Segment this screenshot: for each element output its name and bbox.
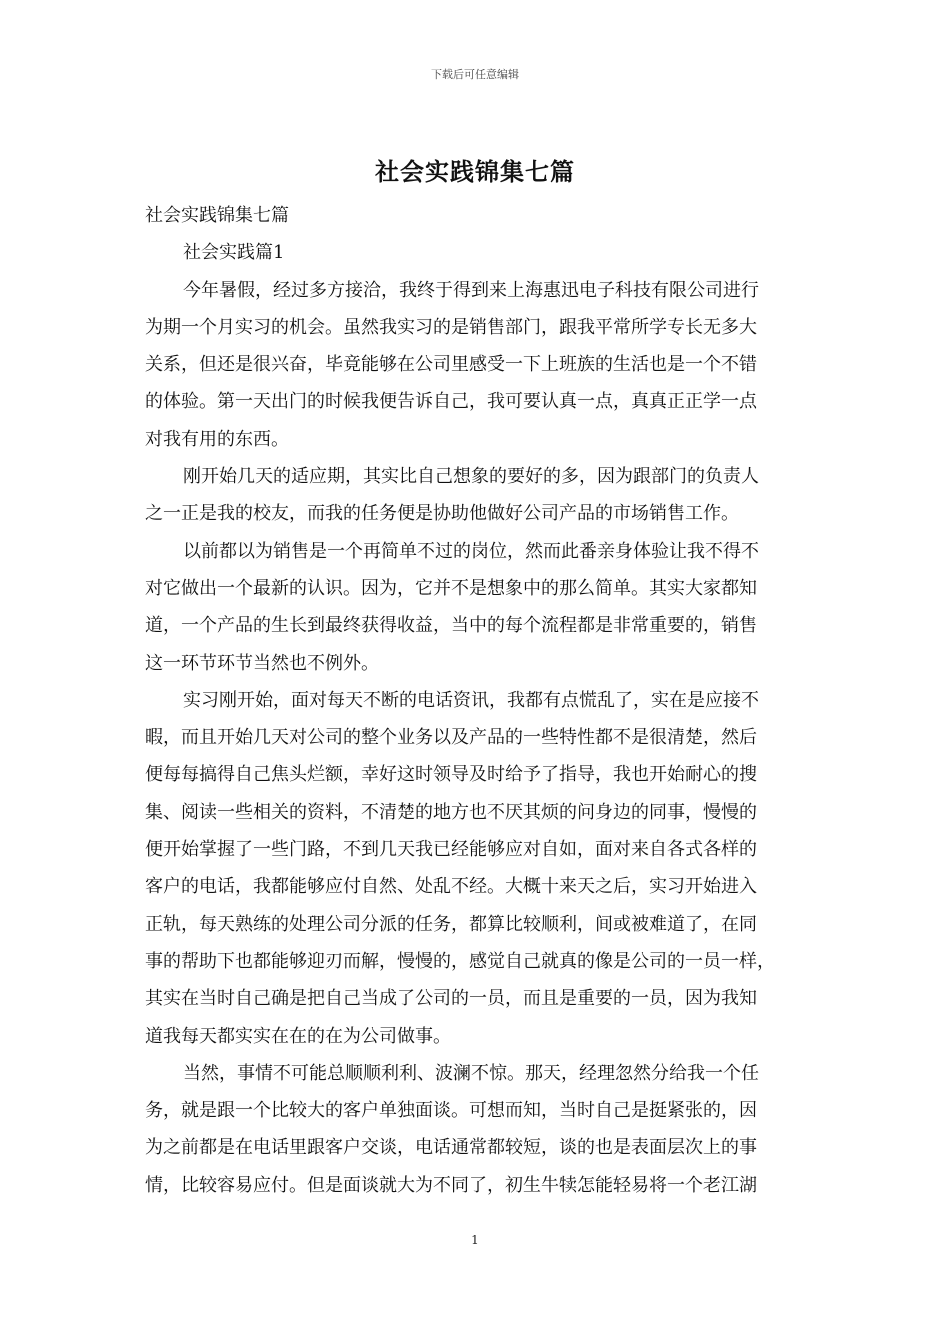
- paragraph-line: 情，比较容易应付。但是面谈就大为不同了，初生牛犊怎能轻易将一个老江湖: [145, 1174, 757, 1196]
- paragraph-line: 事的帮助下也都能够迎刃而解，慢慢的，感觉自己就真的像是公司的一员一样，: [145, 950, 775, 972]
- paragraph-line: 便开始掌握了一些门路，不到几天我已经能够应对自如，面对来自各式各样的: [145, 839, 757, 861]
- paragraph-line: 集、阅读一些相关的资料，不清楚的地方也不厌其烦的问身边的同事，慢慢的: [145, 801, 757, 823]
- paragraph-line: 今年暑假，经过多方接洽，我终于得到来上海惠迅电子科技有限公司进行: [183, 279, 759, 301]
- paragraph-line: 道，一个产品的生长到最终获得收益，当中的每个流程都是非常重要的，销售: [145, 615, 757, 637]
- paragraph-line: 刚开始几天的适应期，其实比自己想象的要好的多，因为跟部门的负责人: [183, 466, 759, 488]
- paragraph-line: 便每每搞得自己焦头烂额，幸好这时领导及时给予了指导，我也开始耐心的搜: [145, 764, 757, 786]
- paragraph-line: 对我有用的东西。: [145, 428, 289, 450]
- page-number: 1: [471, 1233, 479, 1247]
- paragraph-line: 的体验。第一天出门的时候我便告诉自己，我可要认真一点，真真正正学一点: [145, 391, 757, 413]
- paragraph-line: 其实在当时自己确是把自己当成了公司的一员，而且是重要的一员，因为我知: [145, 988, 757, 1010]
- paragraph-line: 为期一个月实习的机会。虽然我实习的是销售部门，跟我平常所学专长无多大: [145, 316, 757, 338]
- paragraph-line: 道我每天都实实在在的在为公司做事。: [145, 1025, 451, 1047]
- paragraph-line: 务，就是跟一个比较大的客户单独面谈。可想而知，当时自己是挺紧张的，因: [145, 1100, 757, 1122]
- subtitle: 社会实践锦集七篇: [145, 205, 289, 226]
- paragraph-line: 正轨，每天熟练的处理公司分派的任务，都算比较顺利，间或被难道了，在同: [145, 913, 757, 935]
- paragraph-line: 关系，但还是很兴奋，毕竟能够在公司里感受一下上班族的生活也是一个不错: [145, 354, 757, 376]
- document-title: 社会实践锦集七篇: [375, 157, 575, 186]
- paragraph-line: 这一环节环节当然也不例外。: [145, 652, 379, 674]
- paragraph-line: 暇，而且开始几天对公司的整个业务以及产品的一些特性都不是很清楚，然后: [145, 727, 757, 749]
- paragraph-line: 客户的电话，我都能够应付自然、处乱不经。大概十来天之后，实习开始进入: [145, 876, 757, 898]
- page-header: 下载后可任意编辑: [431, 68, 519, 81]
- paragraph-line: 实习刚开始，面对每天不断的电话资讯，我都有点慌乱了，实在是应接不: [183, 689, 759, 711]
- paragraph-line: 对它做出一个最新的认识。因为，它并不是想象中的那么简单。其实大家都知: [145, 577, 757, 599]
- paragraph-line: 以前都以为销售是一个再简单不过的岗位，然而此番亲身体验让我不得不: [183, 540, 759, 562]
- section-heading: 社会实践篇1: [183, 242, 285, 264]
- paragraph-line: 之一正是我的校友，而我的任务便是协助他做好公司产品的市场销售工作。: [145, 503, 739, 525]
- paragraph-line: 当然，事情不可能总顺顺利利、波澜不惊。那天，经理忽然分给我一个任: [183, 1062, 759, 1084]
- document-body: [145, 197, 810, 1204]
- paragraph-line: 为之前都是在电话里跟客户交谈，电话通常都较短，谈的也是表面层次上的事: [145, 1137, 757, 1159]
